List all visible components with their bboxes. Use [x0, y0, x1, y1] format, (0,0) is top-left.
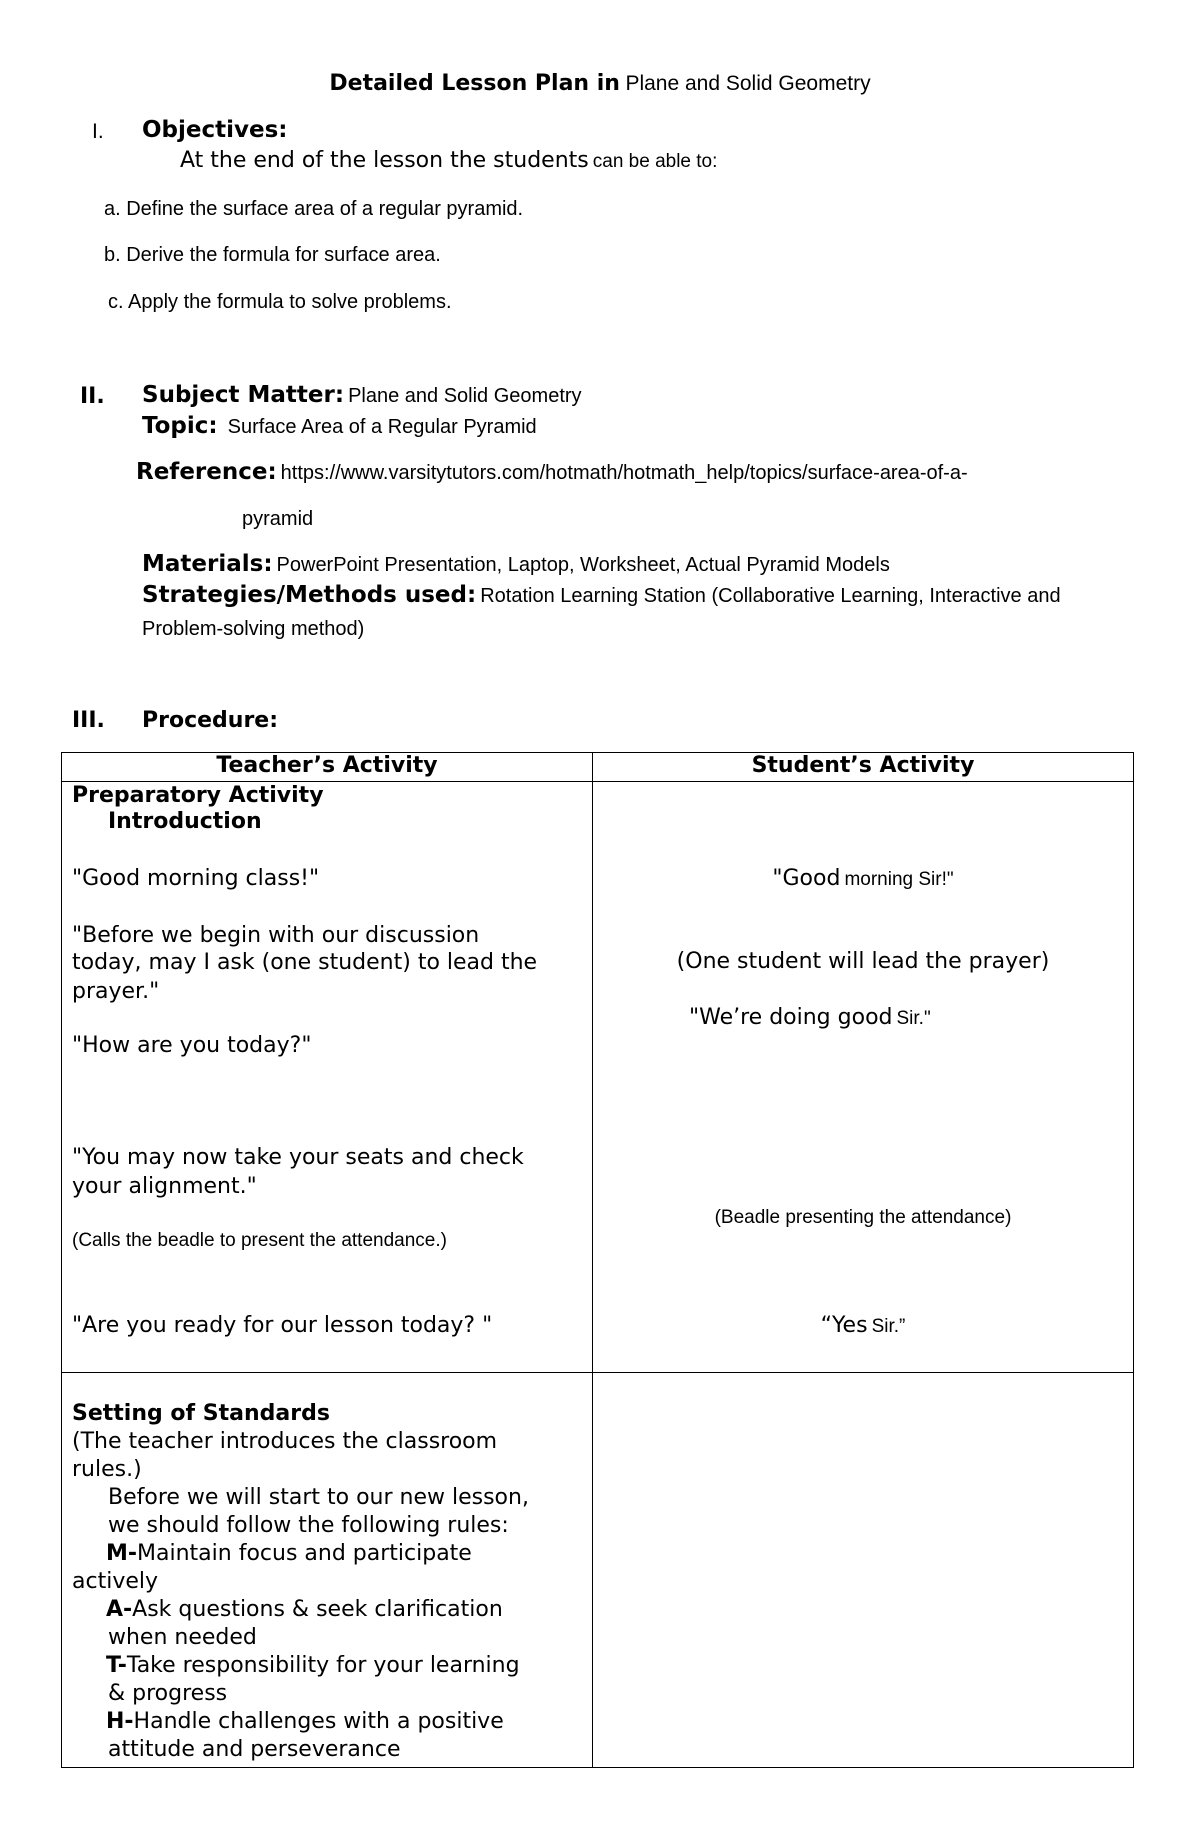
student-doing-main: "We’re doing good — [689, 1005, 893, 1030]
preparatory-student-cell — [593, 782, 1133, 1372]
procedure-table — [61, 752, 1134, 1768]
materials-line — [142, 551, 890, 577]
objectives-intro-tail: can be able to: — [592, 151, 718, 172]
teacher-beadle: (Calls the beadle to present the attendance.) — [72, 1230, 447, 1251]
title-subject: Plane and Solid Geometry — [625, 72, 871, 95]
standards-intro-line2: rules.) — [72, 1457, 142, 1482]
teacher-prayer-line1: "Before we begin with our discussion — [72, 923, 480, 948]
procedure-table-header — [62, 753, 1134, 782]
strategies-line — [142, 582, 1061, 608]
strategies-value-line2: Problem-solving method) — [142, 618, 365, 640]
student-doing-tail: Sir." — [896, 1008, 931, 1029]
standards-row — [62, 1373, 1134, 1768]
objectives-heading: Objectives: — [142, 117, 288, 143]
rule-a-text: Ask questions & seek clarification — [132, 1597, 503, 1622]
student-greeting-main: "Good — [772, 866, 841, 891]
teacher-prayer-line3: prayer." — [72, 979, 160, 1004]
rule-h-line2: attitude and perseverance — [108, 1737, 401, 1762]
materials-value: PowerPoint Presentation, Laptop, Worksheet, Actual Pyramid Models — [276, 554, 890, 576]
standards-teacher-cell — [62, 1373, 592, 1767]
rule-m-line2: actively — [72, 1569, 159, 1594]
rule-h-text: Handle challenges with a positive — [133, 1709, 504, 1734]
rule-h — [106, 1708, 504, 1736]
rule-t-text: Take responsibility for your learning — [126, 1653, 520, 1678]
student-doing-good — [689, 1004, 931, 1032]
student-prayer: (One student will lead the prayer) — [676, 949, 1050, 974]
teacher-seats-line1: "You may now take your seats and check — [72, 1145, 524, 1170]
rule-h-letter: H- — [106, 1709, 134, 1734]
rule-a-line2: when needed — [108, 1625, 257, 1650]
teacher-activity-header: Teacher’s Activity — [62, 753, 593, 782]
standards-lead-line1: Before we will start to our new lesson, — [108, 1485, 529, 1510]
reference-line — [136, 459, 968, 485]
rule-a — [106, 1596, 503, 1624]
teacher-greeting: "Good morning class!" — [72, 866, 320, 891]
subject-matter-label: Subject Matter: — [142, 382, 345, 408]
objectives-intro — [180, 148, 717, 173]
topic-line — [142, 413, 537, 439]
procedure-numeral: III. — [72, 708, 105, 733]
student-yes-tail: Sir.” — [871, 1316, 906, 1337]
student-yes-main: “Yes — [820, 1313, 868, 1338]
strategies-value-line1: Rotation Learning Station (Collaborative Learning, Interactive and — [480, 585, 1061, 607]
rule-a-letter: A- — [106, 1597, 133, 1622]
teacher-seats-line2: your alignment." — [72, 1174, 257, 1199]
standards-heading: Setting of Standards — [72, 1401, 330, 1426]
objective-item-b: b. Derive the formula for surface area. — [104, 244, 441, 266]
preparatory-teacher-cell — [62, 782, 592, 1372]
teacher-ready: "Are you ready for our lesson today? " — [72, 1313, 493, 1338]
topic-value: Surface Area of a Regular Pyramid — [227, 416, 537, 438]
title-prefix: Detailed Lesson Plan in — [329, 71, 620, 96]
objective-item-a: a. Define the surface area of a regular pyramid. — [104, 198, 524, 220]
subject-matter-value: Plane and Solid Geometry — [348, 385, 582, 407]
preparatory-row — [62, 782, 1134, 1373]
reference-url-line1: https://www.varsitytutors.com/hotmath/hotmath_help/topics/surface-area-of-a- — [280, 462, 968, 484]
reference-label: Reference: — [136, 459, 277, 485]
student-attendance: (Beadle presenting the attendance) — [714, 1207, 1012, 1228]
rule-m — [106, 1540, 472, 1568]
teacher-how-are-you: "How are you today?" — [72, 1033, 312, 1058]
rule-m-letter: M- — [106, 1541, 138, 1566]
rule-m-text: Maintain focus and participate — [137, 1541, 472, 1566]
subject-matter-line — [142, 382, 582, 408]
rule-t-line2: & progress — [108, 1681, 228, 1706]
procedure-heading: Procedure: — [142, 708, 279, 733]
objective-item-c: c. Apply the formula to solve problems. — [108, 291, 452, 313]
student-activity-header: Student’s Activity — [593, 753, 1134, 782]
materials-label: Materials: — [142, 551, 273, 577]
document-title — [0, 70, 1200, 96]
student-yes — [593, 1312, 1133, 1340]
topic-label: Topic: — [142, 413, 218, 439]
teacher-prayer-line2: today, may I ask (one student) to lead the — [72, 950, 538, 975]
standards-student-cell — [593, 1373, 1133, 1767]
objectives-intro-main: At the end of the lesson the students — [180, 148, 589, 173]
student-greeting-tail: morning Sir!" — [844, 869, 954, 890]
objectives-numeral: I. — [92, 120, 104, 143]
rule-t — [106, 1652, 520, 1680]
preparatory-heading: Preparatory Activity — [72, 783, 324, 808]
strategies-label: Strategies/Methods used: — [142, 582, 477, 608]
standards-intro-line1: (The teacher introduces the classroom — [72, 1429, 498, 1454]
standards-lead-line2: we should follow the following rules: — [108, 1513, 509, 1538]
rule-t-letter: T- — [106, 1653, 127, 1678]
reference-url-line2: pyramid — [242, 508, 314, 530]
student-greeting — [593, 865, 1133, 893]
introduction-subheading: Introduction — [108, 809, 262, 834]
subject-matter-numeral: II. — [80, 384, 105, 409]
